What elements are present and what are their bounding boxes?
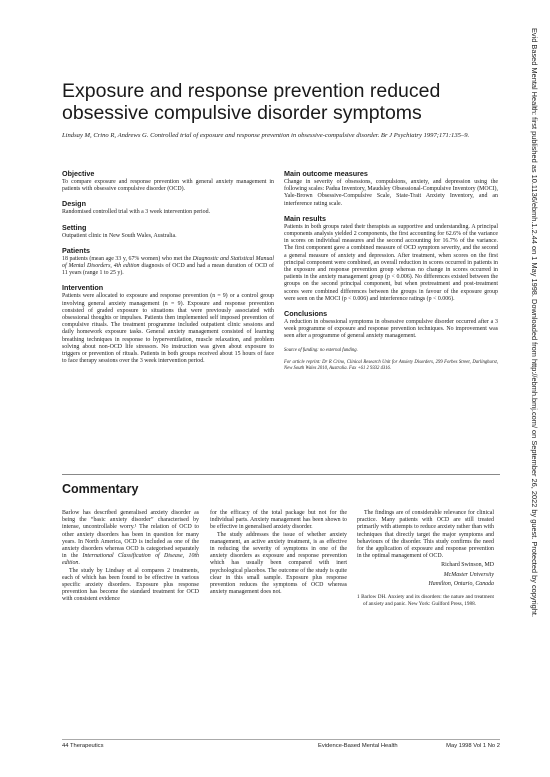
commentary-affiliation: McMaster University — [443, 571, 494, 578]
objective-heading: Objective — [62, 169, 95, 178]
setting-text: Outpatient clinic in New South Wales, Australia. — [62, 232, 177, 239]
commentary-location: Hamilton, Ontario, Canada — [428, 580, 494, 587]
commentary-text: . — [78, 560, 80, 567]
article-citation: Lindsay M, Crino R, Andrews G. Controlled trial of exposure and response prevention in obsessive-compulsive disorder. Br J Psychiatry 1997;171:135–9. — [62, 132, 470, 139]
patients-heading: Patients — [62, 245, 90, 255]
commentary-paragraph — [62, 510, 199, 568]
footer-page-section: 44 Therapeutics — [62, 743, 104, 749]
commentary-paragraph: The study by Lindsay et al compares 2 treatments, each of which has been found to be effective in various specific anxiety disorders. Exposure plus response prevention has become the standard treatment for OCD with consistent evidence — [62, 567, 199, 603]
funding-note: Source of funding: no external funding. — [284, 347, 358, 353]
download-watermark — [529, 28, 539, 748]
results-heading: Main results — [284, 213, 326, 223]
outcome-measures-heading: Main outcome measures — [284, 169, 368, 178]
patients-text-a: 18 patients (mean age 33 y, 67% women) who met the — [62, 255, 193, 262]
patients-text-dsm: Diagnostic and Statistical Manual of Mental Disorders, 4th edition — [62, 255, 274, 270]
footer-divider — [62, 739, 500, 740]
reference-item: 1 Barlow DH. Anxiety and its disorders: the nature and treatment of anxiety and panic. New York: Guilford Press, 1988. — [357, 594, 494, 607]
watermark-text: Evid Based Mental Health: first published as 10.1136/ebmh.1.2.44 on 1 May 1998. Downloaded from http://ebmh.bmj.com/ on September 26, 2022 by guest. Protected by copyright. — [530, 28, 539, 617]
commentary-author: Richard Swinson, MD — [441, 562, 494, 569]
abstract-left-column — [62, 170, 274, 372]
section-divider — [62, 474, 500, 475]
setting-heading: Setting — [62, 222, 87, 232]
commentary-paragraph: for the efficacy of the total package but not for the individual parts. Anxiety management has been shown to be effective in generalised anxiety disorder. — [210, 510, 347, 531]
footer-journal-info — [318, 743, 500, 749]
commentary-column-3 — [357, 510, 494, 607]
design-text: Randomised controlled trial with a 3 week intervention period. — [62, 209, 211, 216]
icd-reference: International Classification of Disease, 10th edition — [62, 553, 199, 567]
patients-text — [62, 256, 274, 278]
outcome-measures-text: Change in severity of obsessions, compulsions, anxiety, and depression using the following scales: Padua Inventory, Maudsley Obsessional-Compulsive Inventory (MOCI), Yale-Brown Obsessive-Compulsive Scale, State-Trait Anxiety Inventory, and an interference rating scale. — [284, 179, 498, 207]
commentary-paragraph: The findings are of considerable relevance for clinical practice. Many patients with OCD are still treated primarily with attempts to reduce anxiety rather than with techniques that directly target the major symptoms and behaviours of the disorder. This study confirms the need for the application of exposure and response prevention in the optimal management of OCD. — [357, 510, 494, 560]
intervention-text: Patients were allocated to exposure and response prevention (n = 9) or a control group involving general anxiety management (n = 9). Exposure and response prevention consisted of graded exposure to situations that were previously associated with obsessional thoughts or impulses. Patients then implemented self imposed prevention of compulsive rituals. The treatment programme included outpatient clinic sessions and daily homework exposure tasks. General anxiety management consisted of learning breathing techniques in response to hyperventilation, muscle relaxation, and problem solving about non-OCD life stressors. No instruction was given about exposure to triggers or prevention of rituals. Patients in both groups received about 15 hours of face to face therapy sessions over the 3 week intervention period. — [62, 293, 274, 365]
commentary-column-1 — [62, 510, 199, 604]
commentary-text: Barlow has described generalised anxiety disorder as being the “basic anxiety disorder” characterised by intense, uncontrollable worry.¹ The relation of OCD to other anxiety disorders has been in question for many years. In North America, OCD is included as one of the anxiety disorders whereas OCD is categorised separately in the — [62, 510, 199, 560]
reprint-note: For article reprint: Dr R Crino, Clinical Research Unit for Anxiety Disorders, 299 Forbes Street, Darlinghurst, New South Wales 2010, Australia. Fax +61 2 9332 4316. — [284, 359, 498, 371]
article-title: Exposure and response prevention reduced obsessive compulsive disorder symptoms — [62, 80, 441, 124]
commentary-column-2 — [210, 510, 347, 596]
abstract-right-column — [284, 170, 498, 375]
patients-text-b: diagnosis of OCD and had a mean duration of OCD of 11 years (range 1 to 25 y). — [62, 263, 274, 277]
commentary-heading: Commentary — [62, 482, 139, 496]
intervention-heading: Intervention — [62, 283, 104, 293]
results-text: Patients in both groups rated their therapists as supportive and understanding. A principal components analysis yielded 2 components, the first accounting for 62.6% of the variance in scores on individual measures and the second accounting for 16.7% of the variance. The first component gave a combined measure of OCD symptom severity, and the second a general measure of anxiety and depression. After treatment, when scores on the first principal component were combined, an overall reduction in scores occurred in patients in the exposure and response prevention group whereas no change in scores occurred in patients in the anxiety management group (p < 0.006). No differences existed between the groups on the second principal component, but when pretreatment and post-treatment scores were combined differences between the groups in favour of the exposure group were seen on the MOCI (p < 0.006) and interference ratings (p < 0.006). — [284, 223, 498, 302]
objective-text: To compare exposure and response prevention with general anxiety management in patients with obsessive compulsive disorder (OCD). — [62, 179, 274, 193]
footer-issue: May 1998 Vol 1 No 2 — [446, 743, 500, 749]
commentary-paragraph: The study addresses the issue of whether anxiety management, an active anxiety treatment, is as effective in reducing the severity of symptoms in one of the anxiety disorders as exposure and response prevention which has usually been compared with inert psychological placebos. The outcome of the study is quite clear in this small sample. Exposure plus response prevention reduces the symptoms of OCD whereas anxiety management does not. — [210, 531, 347, 596]
conclusions-heading: Conclusions — [284, 309, 328, 319]
conclusions-text: A reduction in obsessional symptoms in obsessive compulsive disorder occurred after a 3 week programme of exposure and response prevention techniques. No improvement was seen after a programme of general anxiety management. — [284, 319, 498, 340]
design-heading: Design — [62, 199, 86, 209]
footer-journal-name: Evidence-Based Mental Health — [318, 743, 398, 749]
